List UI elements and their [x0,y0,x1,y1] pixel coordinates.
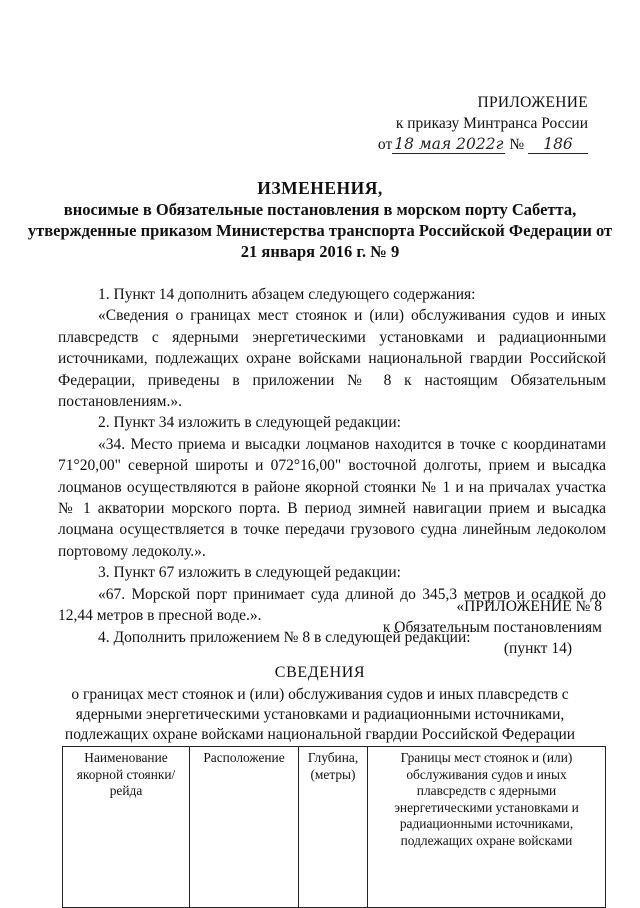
appendix-8-point: (пункт 14) [503,640,572,657]
svedeniya-line-3: подлежащих охране войсками национальной гвардии Российской Федерации [64,726,576,743]
paragraph-quote-3: «67. Морской порт принимает суда длиной до 345,3 метров и осадкой до 12,44 метров в пресной воде.». [58,585,606,625]
heading-line-1: вносимые в Обязательные постановления в морском порту Сабетта, [63,200,577,219]
appendix-8-header [383,596,602,659]
paragraph-item-3: 3. Пункт 67 изложить в следующей редакции: [98,564,401,582]
appendix-header [378,92,588,155]
appendix-8-title: «ПРИЛОЖЕНИЕ № 8 [456,598,602,615]
svedeniya-line-2: ядерными энергетическими установками и радиационными источниками, [75,706,565,723]
appendix-order-ref: к приказу Минтранса России [395,115,588,132]
table-header-cell: Глубина, (метры) [299,747,368,908]
table-header-cell: Расположение [190,747,299,908]
paragraph-item-1: 1. Пункт 14 дополнить абзацем следующего содержания: [98,286,476,303]
table-header-cell: Границы мест стоянок и (или) обслуживания судов и иных плавсредств с ядерными энергетическими установками и радиационными источниками, подлежащих охране войсками [368,747,606,908]
table-header-cell: Наименование якорной стоянки/рейда [63,747,190,908]
appendix-date-line [378,134,588,155]
table-header-row [63,747,606,908]
document-body [58,284,606,648]
paragraph-item-4: 4. Дополнить приложением № 8 в следующей редакции: [98,628,471,646]
heading-line-3: 21 января 2016 г. № 9 [240,242,400,261]
handwritten-date: 18 мая 2022г [394,135,504,153]
number-label: № [509,136,525,153]
handwritten-number: 186 [528,136,588,154]
heading-title: ИЗМЕНЕНИЯ, [257,178,383,198]
paragraph-quote-1: «Сведения о границах мест стоянок и (или) обслуживания судов и иных плавсредств с ядерными энергетическими установками и радиационными источниками, подлежащих охране войсками национальной гвардии Российской Федерации, приведены в приложении № 8 к настоящим Обязательным постановлениям.». [58,307,606,411]
boundaries-table [62,746,606,908]
appendix-8-ref: к Обязательным постановлениям [382,619,602,636]
svedeniya-heading [0,663,640,745]
appendix-title: ПРИЛОЖЕНИЕ [477,94,588,111]
paragraph-item-2: 2. Пункт 34 изложить в следующей редакции: [98,414,401,432]
heading-line-2: утвержденные приказом Министерства транспорта Российской Федерации от [27,221,613,240]
from-label: от [377,136,393,153]
document-heading [0,178,640,262]
paragraph-quote-2: «34. Место приема и высадки лоцманов находится в точке с координатами 71°20,00" северной широты и 072°16,00" восточной долготы, прием и высадка лоцманов осуществляются в районе якорной стоянки № 1 и на причалах участка № 1 акватории морского порта. В период зимней навигации прием и высадка лоцмана осуществляется в точке передачи грузового судна линейным ледоколом портовому ледоколу.». [58,435,606,560]
svedeniya-title: СВЕДЕНИЯ [274,664,366,681]
svedeniya-line-1: о границах мест стоянок и (или) обслуживания судов и иных плавсредств с [71,686,569,703]
